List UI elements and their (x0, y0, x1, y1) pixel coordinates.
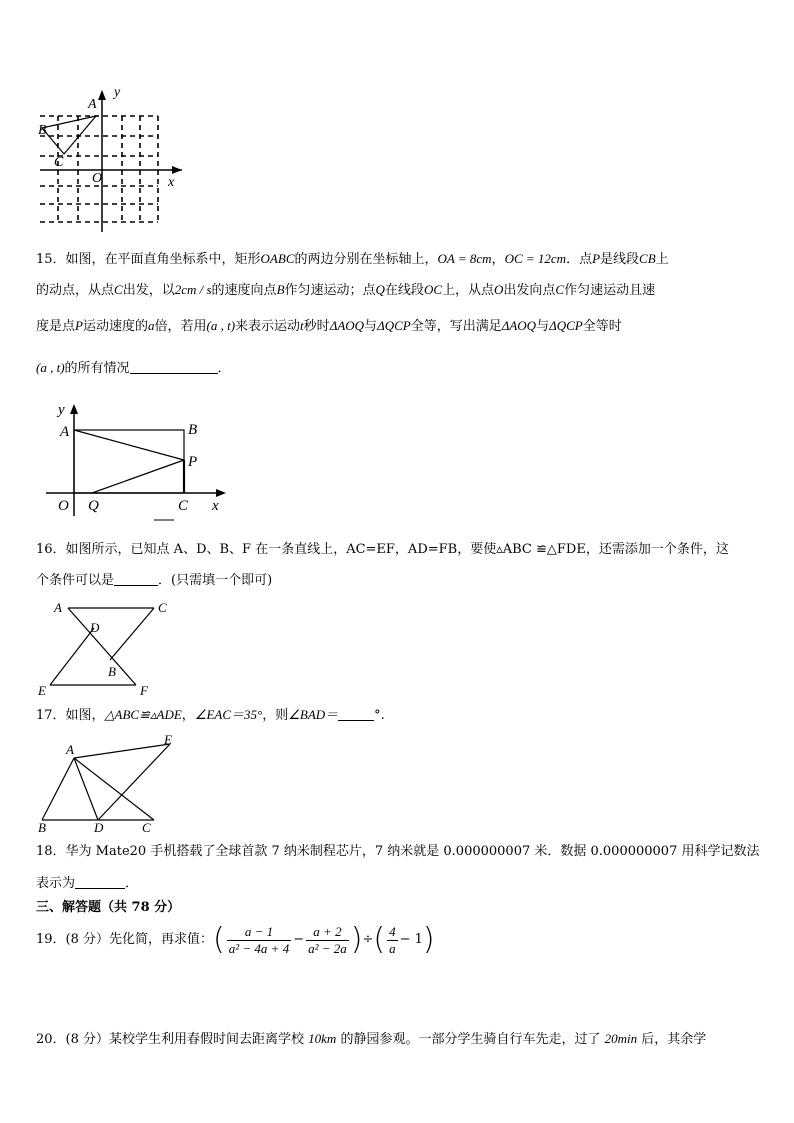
label-F: F (140, 683, 148, 698)
label-D: D (90, 620, 100, 635)
figure-q15-rectangle (44, 398, 234, 522)
q17-answer-blank[interactable] (338, 706, 374, 721)
q15-line-4: (a , t)的所有情况 ． (36, 360, 231, 376)
label-B: B (108, 664, 116, 679)
label-x: x (168, 175, 175, 190)
q16-line-2: 个条件可以是 ．(只需填一个即可) (36, 573, 273, 588)
q16-answer-blank[interactable] (114, 571, 158, 586)
figure-q14-grid (36, 86, 186, 234)
q16-line-1: 16．如图所示，已知点 A、D、B、F 在一条直线上，AC=EF，AD=FB，要使▵ABC ≌△FDE，还需添加一个条件，这 (36, 542, 729, 557)
q18-line-1: 18．华为 Mate20 手机搭载了全球首款 7 纳米制程芯片，7 纳米就是 0.000000007 米．数据 0.000000007 用科学记数法 (36, 844, 760, 859)
fraction-2: $\frac{a + 2}{\text{a² − 2a}}$ (308, 923, 347, 956)
q19-line: 19．(8 分）先化简，再求值：( $\frac{a - 1}{\text{a² − 4a + 4}}$ − $\frac{a + 2}{\text{a² − 2a}}$ )÷( $\frac{4}{a}$ − 1) (36, 922, 435, 957)
q17-line-1: 17．如图，△ABC≌▵ADE，∠EAC＝35°，则∠BAD＝ °. (36, 707, 385, 723)
label-B: B (188, 422, 198, 438)
figure-q17-triangles (36, 732, 186, 834)
q15-line-2: 的动点，从点C出发，以2cm / s的速度向点B作匀速运动；点Q在线段OC上，从点O出发向点C作匀速运动且速 (36, 282, 656, 298)
q15-line-3: 度是点P运动速度的a倍，若用(a , t)来表示运动t秒时ΔAOQ与ΔQCP全等，写出满足ΔAOQ与ΔQCP全等时 (36, 318, 622, 334)
label-B: B (38, 820, 46, 834)
label-D: D (94, 820, 104, 834)
label-x: x (212, 498, 219, 514)
fraction-1: $\frac{a - 1}{\text{a² − 4a + 4}}$ (228, 923, 290, 956)
q15-line-1: 15．如图，在平面直角坐标系中，矩形OABC的两边分别在坐标轴上，OA = 8cm，OC = 12cm．点P是线段CB上 (36, 251, 669, 267)
label-A: A (88, 97, 97, 112)
label-A: A (60, 424, 70, 440)
label-O: O (58, 498, 69, 514)
label-C: C (178, 498, 189, 514)
label-E: E (164, 732, 172, 747)
label-A: A (66, 742, 74, 757)
q18-answer-blank[interactable] (75, 874, 125, 889)
label-Q: Q (88, 498, 99, 514)
label-E: E (38, 683, 46, 698)
figure-q16-triangles (36, 598, 176, 698)
q15-answer-blank[interactable] (130, 359, 218, 374)
label-y: y (114, 86, 121, 100)
label-P: P (188, 454, 198, 470)
label-C: C (54, 155, 64, 170)
label-C: C (158, 600, 167, 615)
q20-line-1: 20．(8 分）某校学生利用春假时间去距离学校 10km 的静园参观。一部分学生骑自行车先走，过了 20min 后，其余学 (36, 1031, 707, 1047)
label-A: A (54, 600, 62, 615)
label-O: O (92, 171, 103, 186)
section-3-heading: 三、解答题（共 78 分） (36, 900, 181, 915)
label-C: C (142, 820, 151, 834)
label-y: y (58, 402, 65, 418)
q18-line-2: 表示为 ． (36, 876, 139, 891)
label-B: B (38, 123, 47, 138)
fraction-3: $\frac{4}{a}$ (389, 923, 396, 956)
